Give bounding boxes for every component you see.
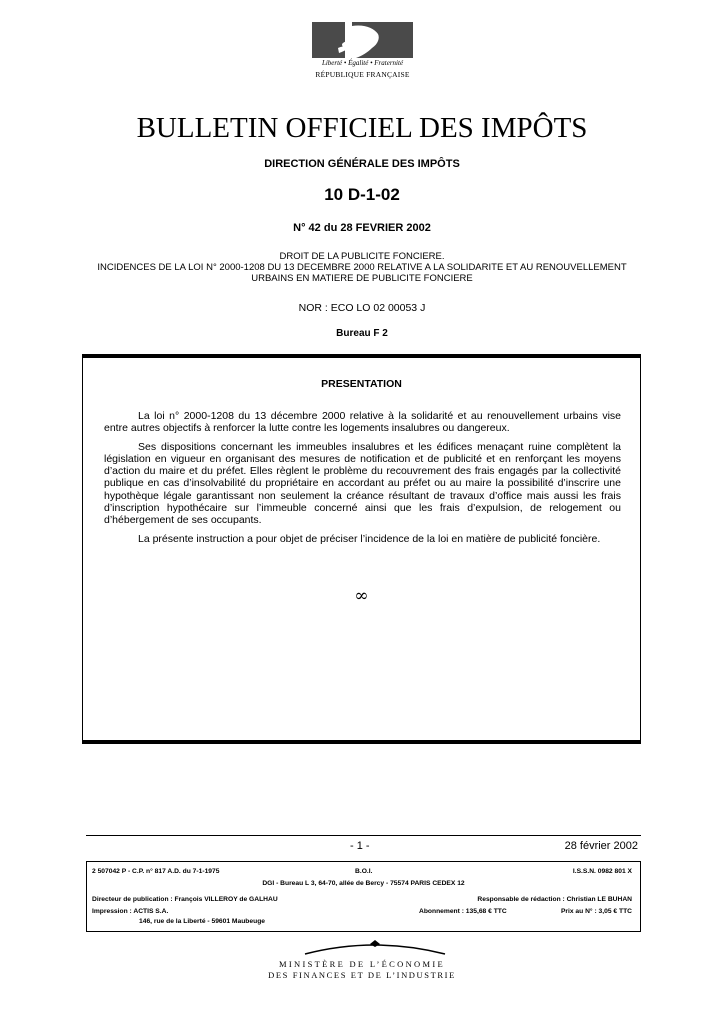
- imprint-editor: Responsable de rédaction : Christian LE BUHAN: [477, 896, 632, 903]
- nor-reference: NOR : ECO LO 02 00053 J: [298, 302, 426, 314]
- imprint-box: [86, 861, 641, 932]
- footer-date: 28 février 2002: [564, 840, 638, 852]
- bureau-label: Bureau F 2: [336, 328, 388, 339]
- imprint-printer-address: 146, rue de la Liberté - 59601 Maubeuge: [139, 918, 265, 925]
- document-reference: 10 D-1-02: [324, 185, 400, 204]
- paragraph: La présente instruction a pour objet de préciser l’incidence de la loi en matière de publicité foncière.: [138, 532, 601, 545]
- issue-number: N° 42 du 28 FEVRIER 2002: [293, 222, 431, 234]
- subject-block: [0, 251, 724, 284]
- imprint-address: DGI - Bureau L 3, 64-70, allée de Bercy - 75574 PARIS CEDEX 12: [262, 880, 465, 887]
- presentation-box: [82, 354, 641, 744]
- page-number: - 1 -: [350, 840, 370, 852]
- presentation-body: [104, 410, 621, 551]
- presentation-title: PRESENTATION: [321, 378, 402, 390]
- paragraph: Ses dispositions concernant les immeubles insalubres et les édifices menaçant ruine complètent la législation en vigueur en organisant des mesures de notification et de publicité et en renforçant les moyens d’action du maire et du préfet. Elles règlent le problème du recouvrement des frais engagés par la collectivité publique en cas d’insolvabilité du propriétaire en accordant au préfet ou au maire la possibilité d’inscrire une hypothèque légale garantissant non seulement la créance résultant de travaux d’office mais aussi les frais d’inscription hypothécaire sur l’immeuble concerné ainsi que les frais d’expulsion, de relogement ou d’hébergement de ses occupants.: [104, 440, 621, 527]
- subject-line: URBAINS EN MATIERE DE PUBLICITE FONCIERE: [251, 273, 473, 284]
- ministry-arc-icon: [300, 940, 450, 956]
- imprint-publisher: Directeur de publication : François VILLEROY de GALHAU: [92, 896, 278, 903]
- motto: Liberté • Égalité • Fraternité: [321, 59, 404, 67]
- paragraph: La loi n° 2000-1208 du 13 décembre 2000 relative à la solidarité et au renouvellement urbains vise entre autres objectifs à renforcer la lutte contre les logements insalubres ou dangereux.: [104, 410, 621, 435]
- ministry-name-line2: DES FINANCES ET DE L’INDUSTRIE: [268, 970, 456, 980]
- republic-name: RÉPUBLIQUE FRANÇAISE: [315, 70, 410, 79]
- infinity-symbol-icon: ∞: [354, 586, 369, 606]
- imprint-registration: 2 507042 P - C.P. n° 817 A.D. du 7-1-1975: [92, 868, 220, 875]
- subject-line: INCIDENCES DE LA LOI N° 2000-1208 DU 13 DECEMBRE 2000 RELATIVE A LA SOLIDARITE ET AU RENOUVELLEMENT: [97, 262, 627, 273]
- subject-line: DROIT DE LA PUBLICITE FONCIERE.: [279, 251, 445, 262]
- imprint-price: Prix au N° : 3,05 € TTC: [560, 908, 632, 915]
- bulletin-title: BULLETIN OFFICIEL DES IMPÔTS: [136, 112, 588, 144]
- imprint-issn: I.S.S.N. 0982 801 X: [572, 868, 632, 875]
- marianne-logo-icon: [312, 22, 413, 58]
- direction-label: DIRECTION GÉNÉRALE DES IMPÔTS: [264, 158, 460, 170]
- footer-divider: [86, 835, 641, 836]
- republique-francaise-logo: [312, 22, 413, 82]
- ministry-name-line1: MINISTÈRE DE L’ÉCONOMIE: [279, 959, 445, 969]
- imprint-printer: Impression : ACTIS S.A.: [92, 908, 169, 915]
- imprint-subscription: Abonnement : 135,68 € TTC: [419, 908, 507, 915]
- imprint-boi: B.O.I.: [355, 868, 373, 875]
